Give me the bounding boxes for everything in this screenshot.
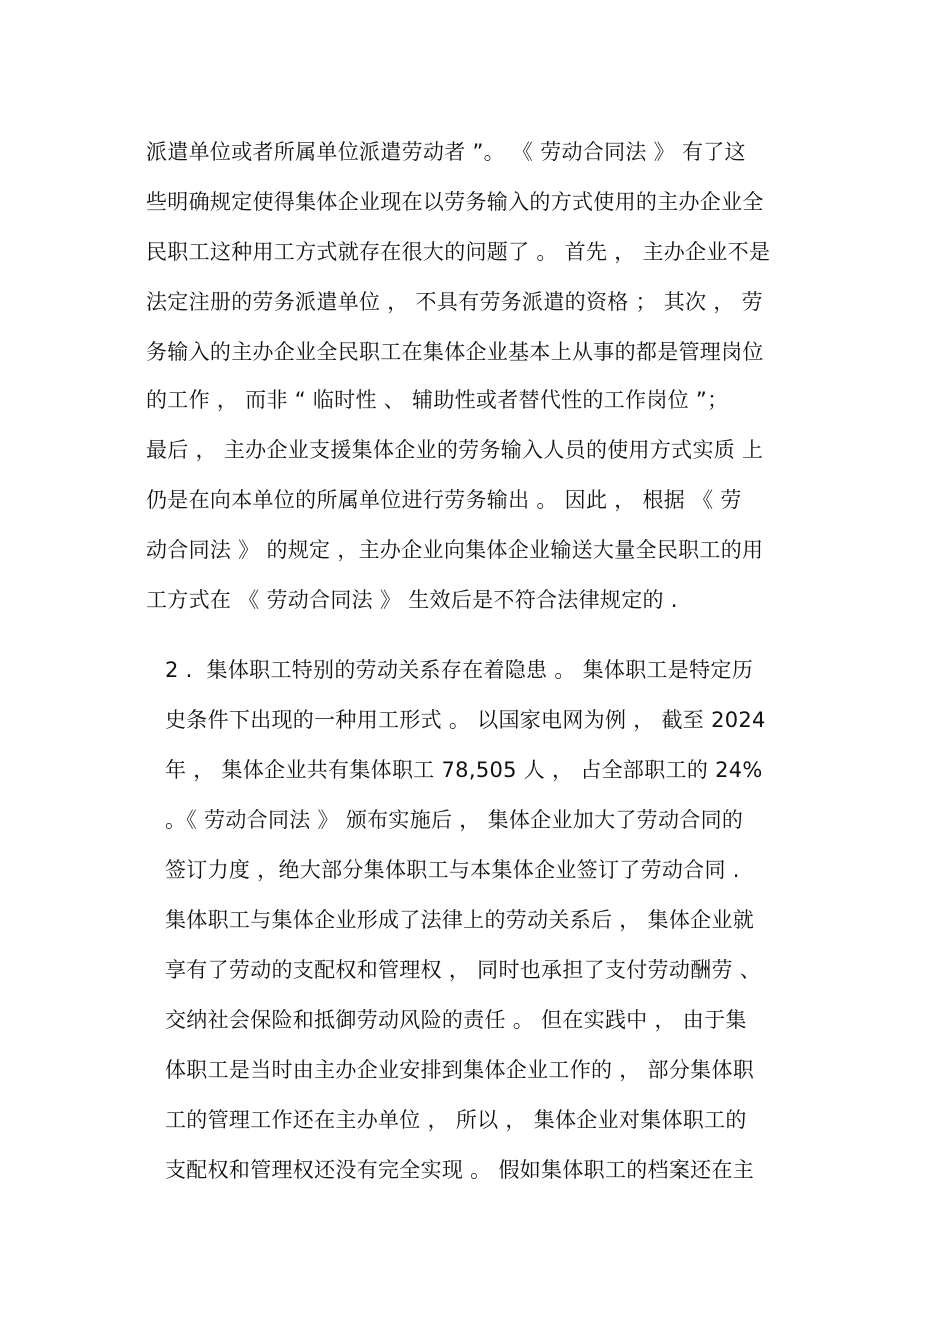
paragraph-2-line-8: 交纳社会保险和抵御劳动风险的责任 。 但在实践中 ， 由于集 <box>165 1008 747 1032</box>
paragraph-2-line-5: 签订力度 ，绝大部分集体职工与本集体企业签订了劳动合同 . <box>165 858 740 882</box>
paragraph-1-line-7: 最后 ， 主办企业支援集体企业的劳务输入人员的使用方式实质 上 <box>146 438 764 462</box>
paragraph-2-line-10: 工的管理工作还在主办单位 ， 所以 ， 集体企业对集体职工的 <box>165 1108 747 1132</box>
paragraph-2-line-11: 支配权和管理权还没有完全实现 。 假如集体职工的档案还在主 <box>165 1158 755 1182</box>
paragraph-1-line-10: 工方式在 《 劳动合同法 》 生效后是不符合法律规定的 . <box>146 588 678 612</box>
paragraph-2-line-6: 集体职工与集体企业形成了法律上的劳动关系后 ， 集体企业就 <box>165 908 755 932</box>
paragraph-1-line-2: 些明确规定使得集体企业现在以劳务输入的方式使用的主办企业全 <box>146 190 764 214</box>
paragraph-2-line-9: 体职工是当时由主办企业安排到集体企业工作的 ， 部分集体职 <box>165 1058 755 1082</box>
paragraph-2-line-7: 享有了劳动的支配权和管理权 ， 同时也承担了支付劳动酬劳 、 <box>165 958 762 982</box>
paragraph-2-line-2: 史条件下出现的一种用工形式 。 以国家电网为例 ， 截至 2024 <box>165 708 766 732</box>
paragraph-1-line-4: 法定注册的劳务派遣单位 ， 不具有劳务派遣的资格 ； 其次 ， 劳 <box>146 290 763 314</box>
paragraph-1-line-6: 的工作 ， 而非 “ 临时性 、 辅助性或者替代性的工作岗位 ”； <box>146 388 729 412</box>
paragraph-2-line-3: 年 ， 集体企业共有集体职工 78,505 人 ， 占全部职工的 24% <box>165 758 763 782</box>
paragraph-1-line-3: 民职工这种用工方式就存在很大的问题了 。 首先 ， 主办企业不是 <box>146 240 771 264</box>
paragraph-1-line-5: 务输入的主办企业全民职工在集体企业基本上从事的都是管理岗位 <box>146 340 764 364</box>
paragraph-2-line-4: 。《 劳动合同法 》 颁布实施后 ， 集体企业加大了劳动合同的 <box>165 808 744 832</box>
paragraph-1-line-9: 动合同法 》 的规定 ，主办企业向集体企业输送大量全民职工的用 <box>146 538 764 562</box>
paragraph-1-line-8: 仍是在向本单位的所属单位进行劳务输出 。 因此 ， 根据 《 劳 <box>146 488 742 512</box>
paragraph-2-line-1: 2 . 集体职工特别的劳动关系存在着隐患 。 集体职工是特定历 <box>165 658 754 682</box>
paragraph-1-line-1: 派遣单位或者所属单位派遣劳动者 ”。 《 劳动合同法 》 有了这 <box>146 140 746 164</box>
